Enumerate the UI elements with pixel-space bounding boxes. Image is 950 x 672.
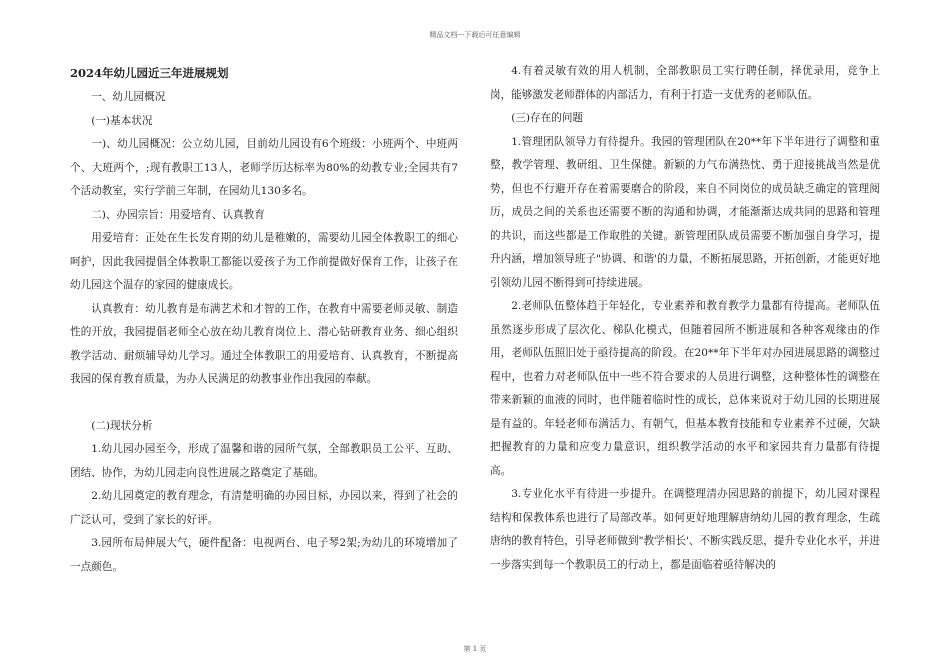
paragraph: 2.老师队伍整体趋于年轻化，专业素养和教育教学力量都有待提高。老师队伍虽然逐步形成了层次化、梯队化模式，但随着园所不断进展和各种客观缘由的作用，老师队伍照旧处于亟待提高的阶段。在20**年下半年对办园进展思路的调整过程中，也着力对老师队伍中一些不符合要求的人员进行调整，这种整体性的调整在带来新颖的血液的同时，也伴随着临时性的成长，总体来说对于幼儿园的长期进展是有益的。年轻老师布满活力、有朝气，但基本教育技能和专业素养不过硬，欠缺把握教育的力量和应变力量意识，组织教学活动的水平和家园共育力量都有待提高。	[490, 300, 880, 477]
subsection-heading: (三)存在的问题	[511, 112, 584, 124]
left-column	[70, 60, 458, 579]
paragraph: 1.幼儿园办园至今，形成了温馨和谐的园所气氛，全部教职员工公平、互助、团结、协作，为幼儿园走向良性进展之路奠定了基础。	[70, 443, 458, 479]
paragraph: 二)、办园宗旨：用爱培育、认真教育	[91, 208, 265, 221]
paragraph: 3.专业化水平有待进一步提升。在调整理清办园思路的前提下，幼儿园对课程结构和保教体系也进行了局部改革。如何更好地理解唐纳幼儿园的教育理念，生疏唐纳的教育特色，引导老师做到"教学相长'、不断实践反思，提升专业化水平，并进一步落实到每一个教职员工的行动上，都是面临着亟待解决的	[490, 488, 880, 571]
paragraph: 用爱培育：正处在生长发育期的幼儿是稚嫩的，需要幼儿园全体教职工的细心呵护，因此我园提倡全体教职工都能以爱孩子为工作前提做好保育工作，让孩子在幼儿园这个温存的家园的健康成长。	[70, 232, 458, 291]
paragraph: 1.管理团队领导力有待提升。我园的管理团队在20**年下半年进行了调整和重整，教学管理、教研组、卫生保健。新颖的力气布满热忱、勇于迎接挑战当然是优势，但也不行避开存在着需要磨合的阶段，来自不同岗位的成员缺乏确定的管理阅历，成员之间的关系也还需要不断的沟通和协调，才能渐渐达成共同的思路和管理的共识，而这些都是工作取胜的关键。新管理团队成员需要不断加强自身学习，提升内涵，增加领导班子"协调、和谐'的力量，不断拓展思路，开拓创新，才能更好地引领幼儿园不断得到可持续进展。	[490, 135, 880, 289]
paragraph: 认真教育：幼儿教育是布满艺术和才智的工作，在教育中需要老师灵敏、制造性的开放，我园提倡老师全心放在幼儿教育岗位上、潜心钻研教育业务、细心组织教学活动、耐烦辅导幼儿学习。通过全体教职工的用爱培育、认真教育，不断提高我园的保育教育质量，为办人民满足的幼教事业作出我园的奉献。	[70, 302, 458, 385]
paragraph: 4.有着灵敏有效的用人机制，全部教职员工实行聘任制，择优录用，竞争上岗，能够激发老师群体的内部活力，有利于打造一支优秀的老师队伍。	[490, 65, 880, 101]
subsection-heading: (一)基本状况	[91, 114, 153, 127]
page-footer: 第 1 页	[463, 645, 487, 653]
section-heading: 一、幼儿园概况	[91, 91, 166, 103]
paragraph: 3.园所布局伸展大气，硬件配备：电视两台、电子琴2架;为幼儿的环境增加了一点颜色。	[70, 537, 458, 573]
page-header: 精品文档---下载后可任意编辑	[429, 31, 521, 39]
paragraph: 2.幼儿园奠定的教育理念，有清楚明确的办园目标，办园以来，得到了社会的广泛认可，受到了家长的好评。	[70, 490, 458, 526]
subsection-heading: (二)现状分析	[91, 419, 153, 432]
paragraph: 一)、幼儿园概况：公立幼儿园，目前幼儿园设有6个班级：小班两个、中班两个、大班两个，;现有教职工13人，老师学历达标率为80%的幼教专业;全园共有7个活动教室，实行学前三年制，在园幼儿130多名。	[70, 138, 458, 197]
document-title: 2024年幼儿园近三年进展规划	[70, 66, 229, 80]
right-column	[490, 60, 880, 577]
